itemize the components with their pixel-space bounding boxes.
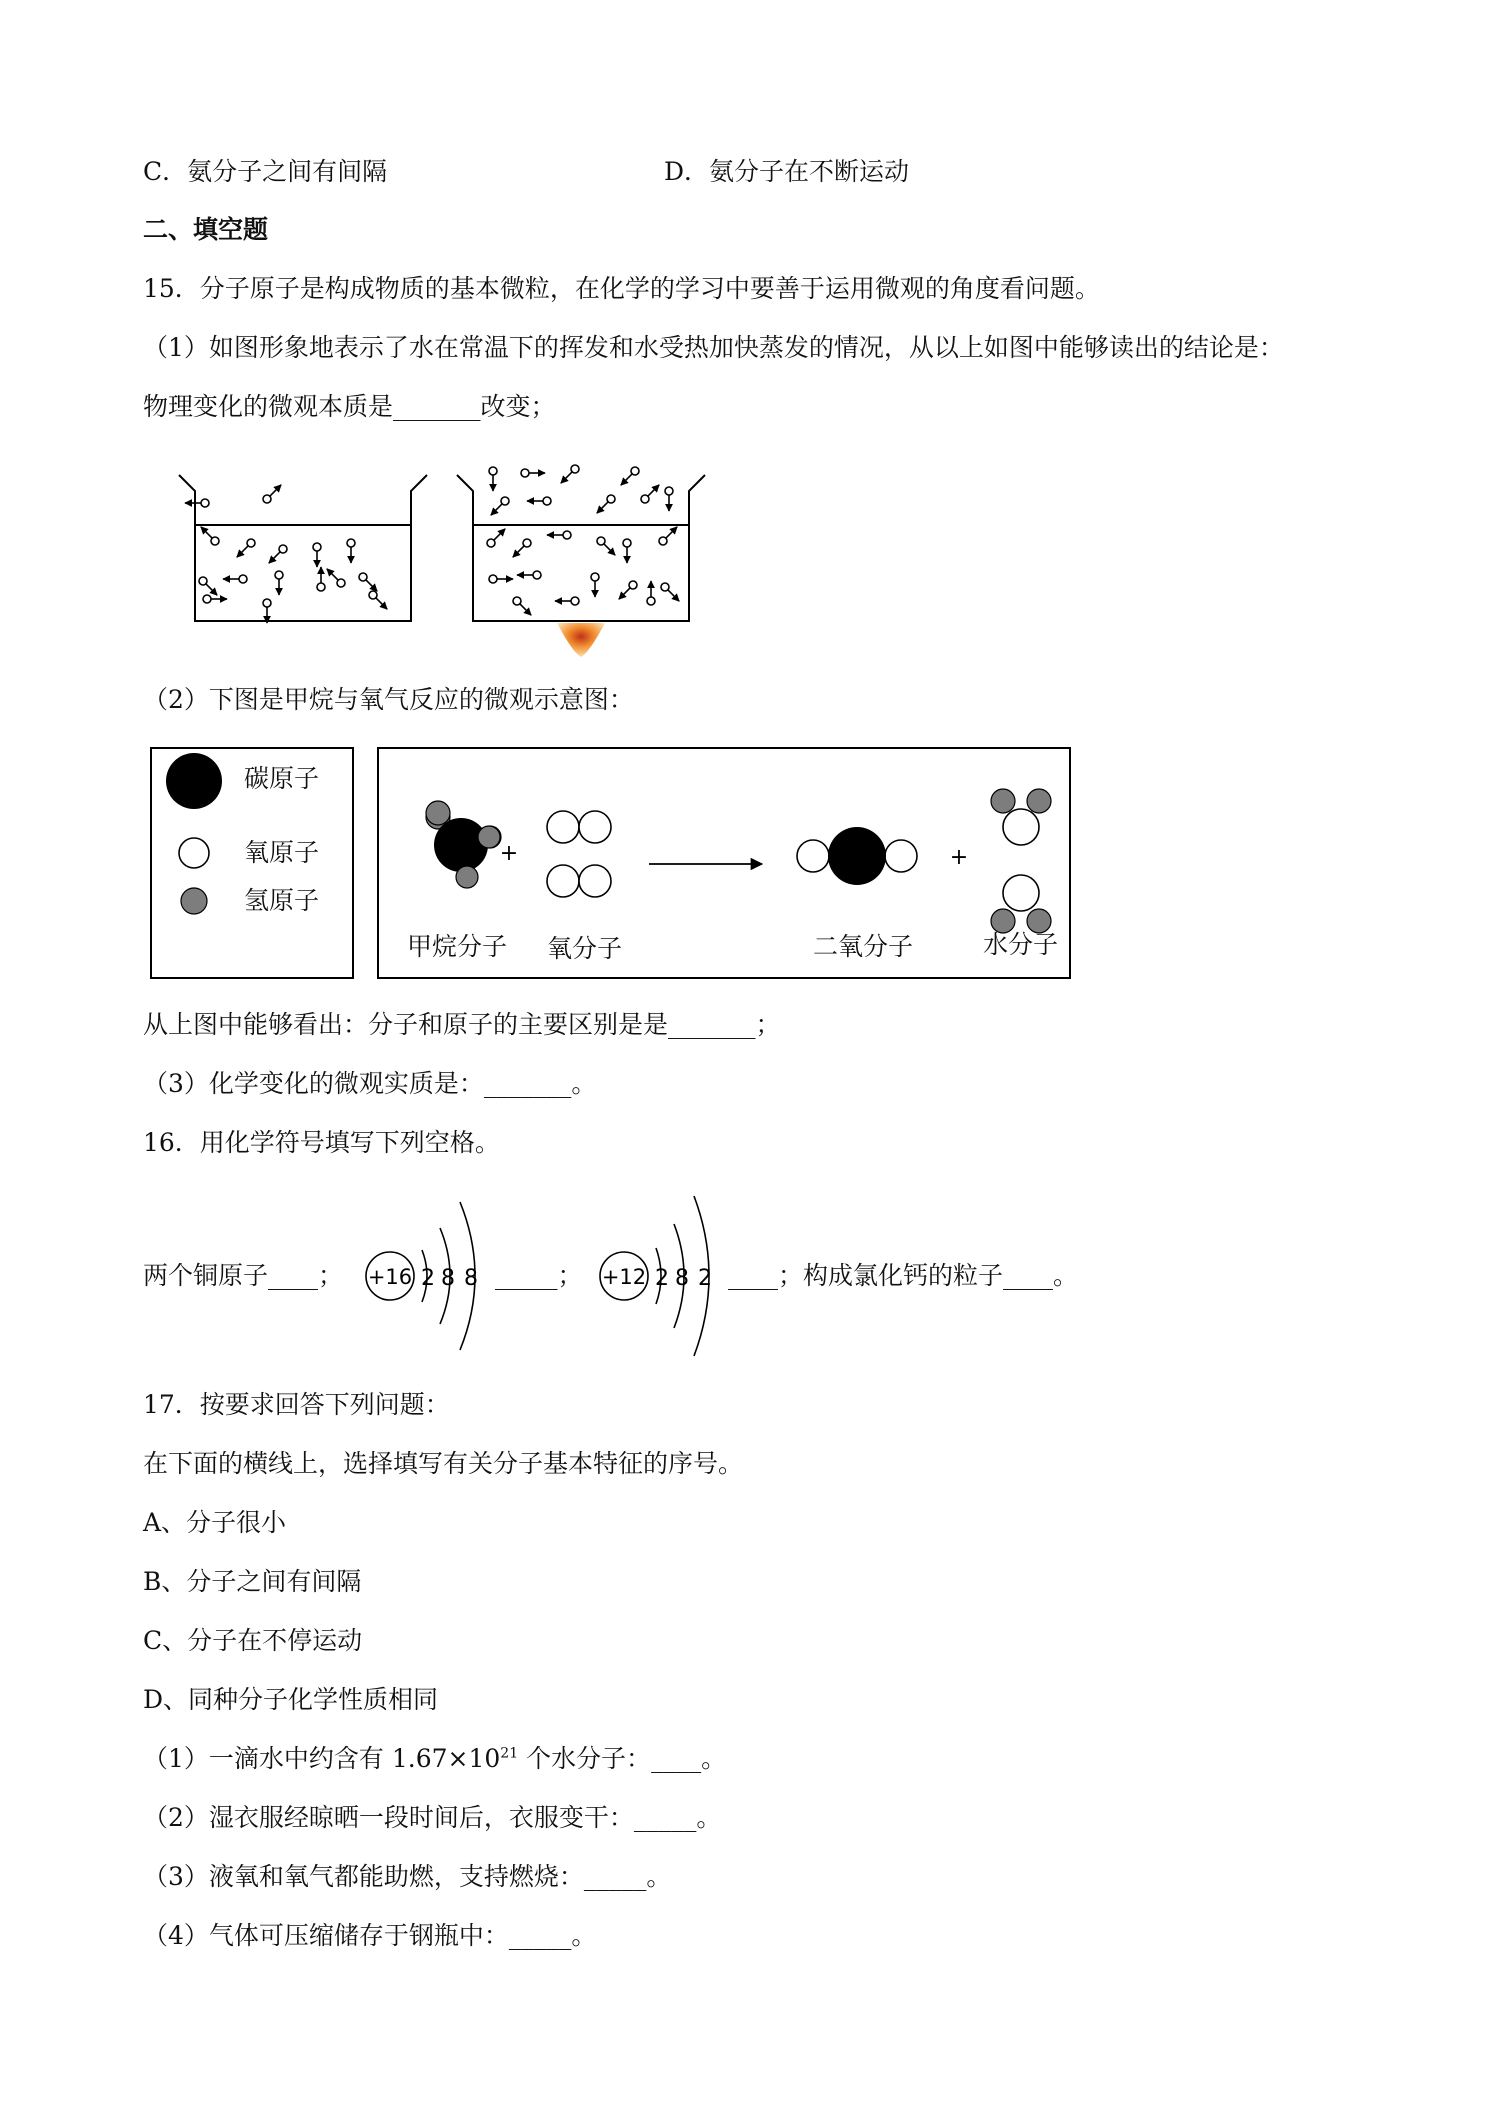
water-molecule-dot [211,537,219,545]
oxygen-molecules [547,811,611,897]
water-molecule-dot [661,583,669,591]
q15-part1-line2 [143,391,556,423]
q15-part3-blank[interactable]: _______ [483,1069,572,1098]
motion-arrow [513,546,524,557]
q17-sub3 [143,1861,671,1893]
q15-part2-question [143,1009,781,1041]
q15-part2-text-b: ； [755,1010,781,1039]
q16-sep-1: ； [318,1261,344,1290]
oxygen-atom-icon [179,838,209,868]
motion-arrow [237,546,248,557]
q15-part2-blank[interactable]: _______ [668,1010,756,1039]
q15-part3 [143,1068,596,1100]
water-molecule-dot [647,597,655,605]
motion-arrow [494,529,505,540]
q17-sub3-end: 。 [646,1862,672,1891]
motion-arrow [597,502,608,513]
atom-structure-1 [356,1180,496,1370]
water-molecule-dot [347,539,355,547]
svg-text:2: 2 [655,1266,669,1291]
water-molecule-dot [199,577,207,585]
water-molecule-dot [279,545,287,553]
q15-part1-text-b: 改变； [480,392,556,421]
svg-text:8: 8 [441,1266,455,1291]
water-label: 水分子 [983,930,1059,959]
water-molecule-dot [571,465,579,473]
q17-option-c: C、分子在不停运动 [143,1626,363,1655]
plus-sign-1: + [499,841,519,866]
q17-sub4-blank[interactable]: _____ [508,1921,572,1950]
motion-arrow [621,474,632,485]
water-molecule-dot [489,575,497,583]
q16-sep-3: ； [778,1261,804,1290]
water-molecule-dot [623,539,631,547]
option-d: D．氨分子在不断运动 [664,157,910,186]
q17-sub1-exponent: 21 [500,1745,519,1762]
water-molecule-dot [317,583,325,591]
legend-hydrogen-label: 氢原子 [244,886,320,915]
motion-arrow [269,552,280,563]
motion-arrow [201,527,212,538]
q17-sub1 [143,1743,726,1775]
motion-arrow [666,527,677,538]
q17-stem: 17．按要求回答下列问题： [143,1390,450,1419]
co2-molecule [797,827,917,885]
methane-label: 甲烷分子 [407,932,508,961]
svg-text:8: 8 [464,1266,478,1291]
q16-blank-3[interactable]: ____ [728,1261,778,1290]
water-molecule-dot [359,573,367,581]
water-molecule-dot [263,495,271,503]
legend-box [150,747,354,979]
q16-blank-4[interactable]: ____ [1003,1261,1054,1290]
motion-arrow [270,485,281,496]
water-molecule-dot [521,469,529,477]
q17-instruction: 在下面的横线上，选择填写有关分子基本特征的序号。 [143,1449,744,1478]
q16-stem: 16．用化学符号填写下列空格。 [143,1128,500,1157]
q17-sub4 [143,1920,596,1952]
q15-part3-text-b: 。 [571,1069,597,1098]
q17-sub2 [143,1802,721,1834]
motion-arrow [520,604,531,615]
q16-line [143,1260,343,1292]
q16-blank-2[interactable]: _____ [495,1261,558,1290]
water-molecule-dot [563,531,571,539]
motion-arrow [366,580,377,591]
flame-icon [557,623,605,657]
hydrogen-atom-icon [181,888,207,914]
water-molecule-dot [607,495,615,503]
water-molecule-dot [369,591,377,599]
section-title: 二、填空题 [143,215,269,244]
q15-stem: 15．分子原子是构成物质的基本微粒，在化学的学习中要善于运用微观的角度看问题。 [143,274,1100,303]
q16-blank-2-wrap [495,1260,583,1292]
q15-part1-blank[interactable]: _______ [393,392,481,421]
q17-sub2-end: 。 [696,1803,722,1832]
motion-arrow [491,504,502,515]
q16-tail [728,1260,1078,1292]
legend-carbon-label: 碳原子 [244,764,320,793]
water-molecule-dot [597,537,605,545]
water-molecule-dot [543,497,551,505]
q17-option-d: D、同种分子化学性质相同 [143,1685,439,1714]
water-molecule-bottom [991,875,1051,933]
motion-arrow [619,588,630,599]
water-molecule-dot [659,537,667,545]
svg-text:2: 2 [698,1266,712,1291]
q17-sub1-text-a: （1）一滴水中约含有 1.67×10 [143,1744,501,1773]
motion-arrow [206,584,217,595]
water-molecule-dot [641,495,649,503]
svg-text:8: 8 [675,1266,689,1291]
q17-sub2-text: （2）湿衣服经晾晒一段时间后，衣服变干： [143,1803,634,1832]
q15-part1-text-a: 物理变化的微观本质是 [143,392,394,421]
water-molecule-dot [203,595,211,603]
water-molecule-dot [247,539,255,547]
water-molecule-dot [631,467,639,475]
q15-part2-text-a: 从上图中能够看出：分子和原子的主要区别是是 [143,1010,669,1039]
motion-arrow [668,590,679,601]
motion-arrow [604,544,615,555]
q17-option-b: B、分子之间有间隔 [143,1567,362,1596]
q16-text-copper: 两个铜原子 [143,1261,269,1290]
water-molecule-dot [275,571,283,579]
water-molecule-dot [629,581,637,589]
plus-sign-2: + [949,845,969,870]
motion-arrow [648,485,659,496]
atom-structure-2 [590,1176,730,1372]
motion-arrow [561,472,572,483]
legend-oxygen-label: 氧原子 [244,838,320,867]
q17-option-a: A、分子很小 [143,1508,287,1537]
q17-sub2-blank[interactable]: _____ [633,1803,697,1832]
q15-part1-line1: （1）如图形象地表示了水在常温下的挥发和水受热加快蒸发的情况，从以上如图中能够读出的结论是： [143,333,1284,362]
water-molecules [185,465,679,623]
q17-sub1-text-b: 个水分子： [518,1744,652,1773]
water-evaporation-figure [175,463,715,663]
q15-part3-text-a: （3）化学变化的微观实质是： [143,1069,484,1098]
beaker-heated [457,475,705,621]
water-molecule-dot [533,571,541,579]
reaction-box [377,747,1071,979]
water-molecule-top [991,789,1051,845]
water-molecule-dot [487,539,495,547]
q17-sub4-end: 。 [571,1921,597,1950]
water-molecule-dot [523,539,531,547]
oxygen-molecule-label: 氧分子 [547,934,623,963]
q17-sub4-text: （4）气体可压缩储存于钢瓶中： [143,1921,509,1950]
methane-molecule [426,801,501,888]
q16-end: 。 [1053,1261,1079,1290]
q17-sub1-end: 。 [701,1744,727,1773]
water-molecule-dot [263,599,271,607]
water-molecule-dot [501,497,509,505]
q16-text-cacl2: 构成氯化钙的粒子 [803,1261,1004,1290]
carbon-atom-icon [166,753,222,809]
q17-sub3-blank[interactable]: _____ [583,1862,647,1891]
co2-label: 二氧分子 [813,932,914,961]
water-molecule-dot [513,597,521,605]
q15-part2-intro: （2）下图是甲烷与氧气反应的微观示意图： [143,685,634,714]
q16-sep-2: ； [557,1261,583,1290]
option-c: C．氨分子之间有间隔 [143,157,388,186]
q17-sub1-blank[interactable]: ____ [651,1744,702,1773]
q17-sub3-text: （3）液氧和氧气都能助燃，支持燃烧： [143,1862,584,1891]
svg-text:+16: +16 [367,1265,413,1289]
water-molecule-dot [313,543,321,551]
water-molecule-dot [591,573,599,581]
water-molecule-dot [489,467,497,475]
water-molecule-dot [337,579,345,587]
svg-text:2: 2 [421,1266,435,1291]
water-molecule-dot [571,597,579,605]
svg-text:+12: +12 [601,1265,647,1289]
water-molecule-dot [239,575,247,583]
water-molecule-dot [201,499,209,507]
water-molecule-dot [665,487,673,495]
motion-arrow [376,598,387,609]
q16-blank-1[interactable]: ____ [268,1261,319,1290]
motion-arrow [327,569,338,580]
